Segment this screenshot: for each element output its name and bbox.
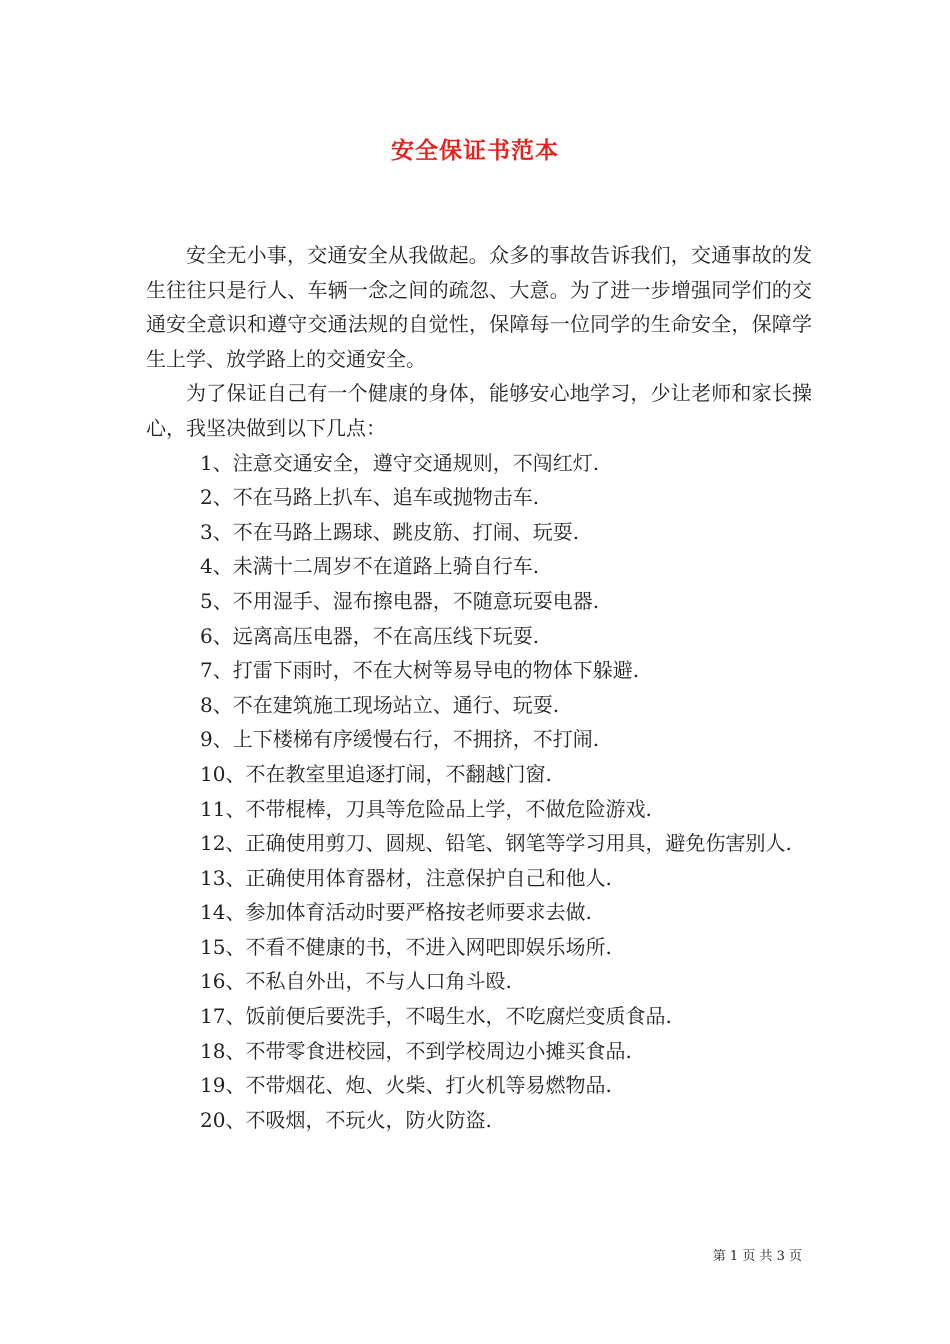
pledge-item: 4、未满十二周岁不在道路上骑自行车. xyxy=(200,554,540,579)
pledge-item: 6、远离高压电器，不在高压线下玩耍. xyxy=(200,623,540,648)
pledge-item: 5、不用湿手、湿布擦电器，不随意玩耍电器. xyxy=(200,588,600,613)
pledge-item: 19、不带烟花、炮、火柴、打火机等易燃物品. xyxy=(200,1073,612,1098)
pledge-item: 20、不吸烟，不玩火，防火防盗. xyxy=(200,1107,492,1132)
pledge-item: 11、不带棍棒，刀具等危险品上学，不做危险游戏. xyxy=(200,796,652,821)
pledge-item: 13、正确使用体育器材，注意保护自己和他人. xyxy=(200,865,612,890)
pledge-item: 16、不私自外出，不与人口角斗殴. xyxy=(200,969,512,994)
pledge-item: 3、不在马路上踢球、跳皮筋、打闹、玩耍. xyxy=(200,519,580,544)
pledge-item: 7、打雷下雨时，不在大树等易导电的物体下躲避. xyxy=(200,658,640,683)
pledge-paragraph: 为了保证自己有一个健康的身体，能够安心地学习，少让老师和家长操心，我坚决做到以下几点： xyxy=(146,381,812,440)
pledge-item: 15、不看不健康的书，不进入网吧即娱乐场所. xyxy=(200,934,612,959)
document-title: 安全保证书范本 xyxy=(391,137,559,164)
pledge-item: 18、不带零食进校园，不到学校周边小摊买食品. xyxy=(200,1038,632,1063)
intro-paragraph: 安全无小事，交通安全从我做起。众多的事故告诉我们，交通事故的发生往往只是行人、车辆一念之间的疏忽、大意。为了进一步增强同学们的交通安全意识和遵守交通法规的自觉性，保障每一位同学的生命安全，保障学生上学、放学路上的交通安全。 xyxy=(146,243,812,371)
pledge-item: 14、参加体育活动时要严格按老师要求去做. xyxy=(200,900,592,925)
page-number: 第 1 页 共 3 页 xyxy=(712,1249,802,1264)
pledge-item: 2、不在马路上扒车、追车或抛物击车. xyxy=(200,485,540,510)
document-body xyxy=(146,238,812,1137)
pledge-item: 12、正确使用剪刀、圆规、铅笔、钢笔等学习用具，避免伤害别人. xyxy=(200,831,792,856)
pledge-item: 1、注意交通安全，遵守交通规则，不闯红灯. xyxy=(200,450,600,475)
pledge-item: 8、不在建筑施工现场站立、通行、玩耍. xyxy=(200,692,560,717)
pledge-item: 9、上下楼梯有序缓慢右行，不拥挤，不打闹. xyxy=(200,727,600,752)
pledge-item: 10、不在教室里追逐打闹，不翻越门窗. xyxy=(200,761,552,786)
pledge-item: 17、饭前便后要洗手，不喝生水，不吃腐烂变质食品. xyxy=(200,1004,672,1029)
